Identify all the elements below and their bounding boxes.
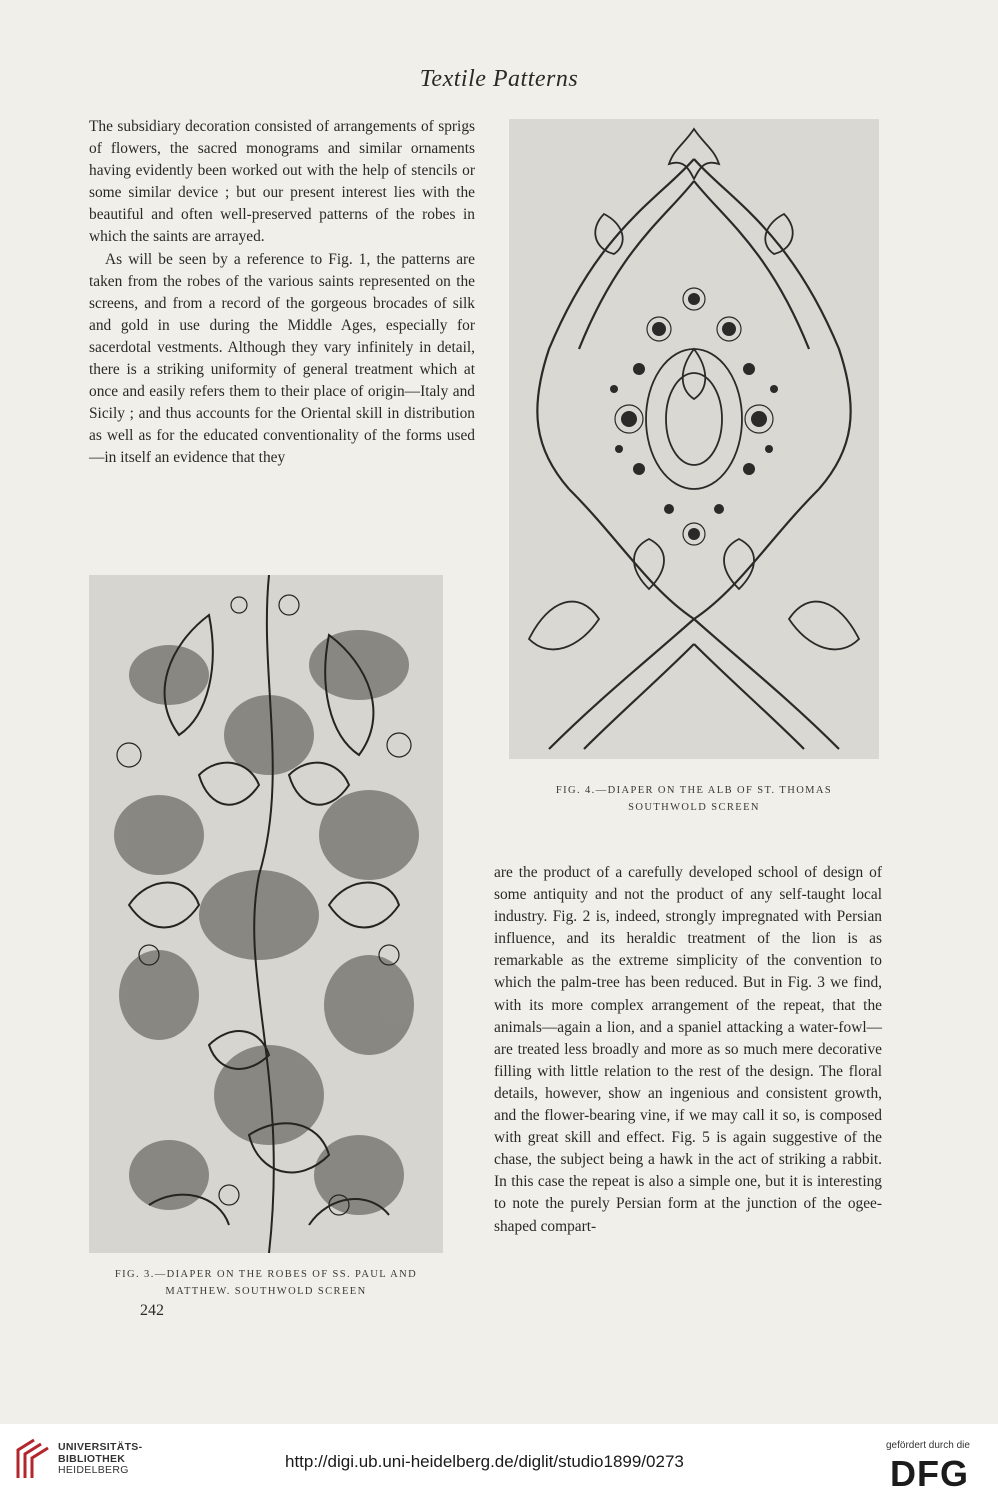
figure-4-illustration <box>509 119 879 759</box>
institution-line: HEIDELBERG <box>58 1464 129 1476</box>
funder-name: DFG <box>890 1453 969 1492</box>
running-head: Textile Patterns <box>419 66 579 92</box>
figure-4-caption <box>509 782 879 816</box>
paragraph: are the product of a carefully developed school of design of some antiquity and not the product of any self-taught local industry. Fig. 2 is, indeed, strongly impregnated with Persian influence, and its heraldic treatment of the lion is as remarkable as the extreme simplicity of the convention to which the palm-tree has been reduced. But in Fig. 3 we find, with its more complex arrangement of the repeat, that the animals—again a lion, and a spaniel attacking a water-fowl—are treated less broadly and more as so much mere decorative filling with little relation to the rest of the design. The floral details, however, show an ingenious and consistent growth, and the flower-bearing vine, if we may call it so, is composed with great skill and effect. Fig. 5 is again suggestive of the chase, the subject being a hawk in the act of striking a rabbit. In this case the repeat is also a simple one, but it is interesting to note the purely Persian form at the junction of the ogee-shaped compart- <box>494 864 882 1235</box>
institution-name <box>58 1442 142 1477</box>
caption-line: SOUTHWOLD SCREEN <box>628 802 760 813</box>
left-column-text <box>89 116 475 470</box>
figure-3-caption <box>70 1266 462 1300</box>
paragraph: The subsidiary decoration consisted of arrangements of sprigs of flowers, the sacred monograms and similar ornaments having evidently been worked out with the help of stencils or some similar device ; but our present interest lies with the beautiful and often well-preserved patterns of the robes in which the saints are arrayed. <box>89 118 475 246</box>
vine-diaper-pattern <box>89 575 443 1253</box>
funder-label: gefördert durch die <box>886 1440 970 1451</box>
paragraph: As will be seen by a reference to Fig. 1, the patterns are taken from the robes of the various saints represented on the screens, and from a record of the gorgeous brocades of silk and gold in use during the Middle Ages, especially for sacerdotal vestments. Although they vary infinitely in detail, there is a striking uniformity of general treatment which at once and easily refers them to their place of origin—Italy and Sicily ; and thus accounts for the Oriental skill in distribution as well as for the educated conventionality of the forms used—in itself an evidence that they <box>89 250 475 467</box>
institution-line: UNIVERSITÄTS- <box>58 1441 143 1453</box>
page-number: 242 <box>140 1302 164 1319</box>
dfg-logo-icon <box>886 1452 986 1492</box>
university-library-logo-icon <box>12 1434 52 1482</box>
caption-line: FIG. 4.—DIAPER ON THE ALB OF ST. THOMAS <box>555 785 833 796</box>
caption-line: FIG. 3.—DIAPER ON THE ROBES OF SS. PAUL AND <box>114 1269 418 1280</box>
ogee-diaper-pattern <box>509 119 879 759</box>
permalink-url[interactable]: http://digi.ub.uni-heidelberg.de/diglit/studio1899/0273 <box>285 1452 684 1471</box>
institution-line: BIBLIOTHEK <box>58 1452 126 1465</box>
caption-line: MATTHEW. SOUTHWOLD SCREEN <box>165 1286 367 1297</box>
figure-3-illustration <box>89 575 443 1253</box>
right-column-text <box>494 862 882 1238</box>
